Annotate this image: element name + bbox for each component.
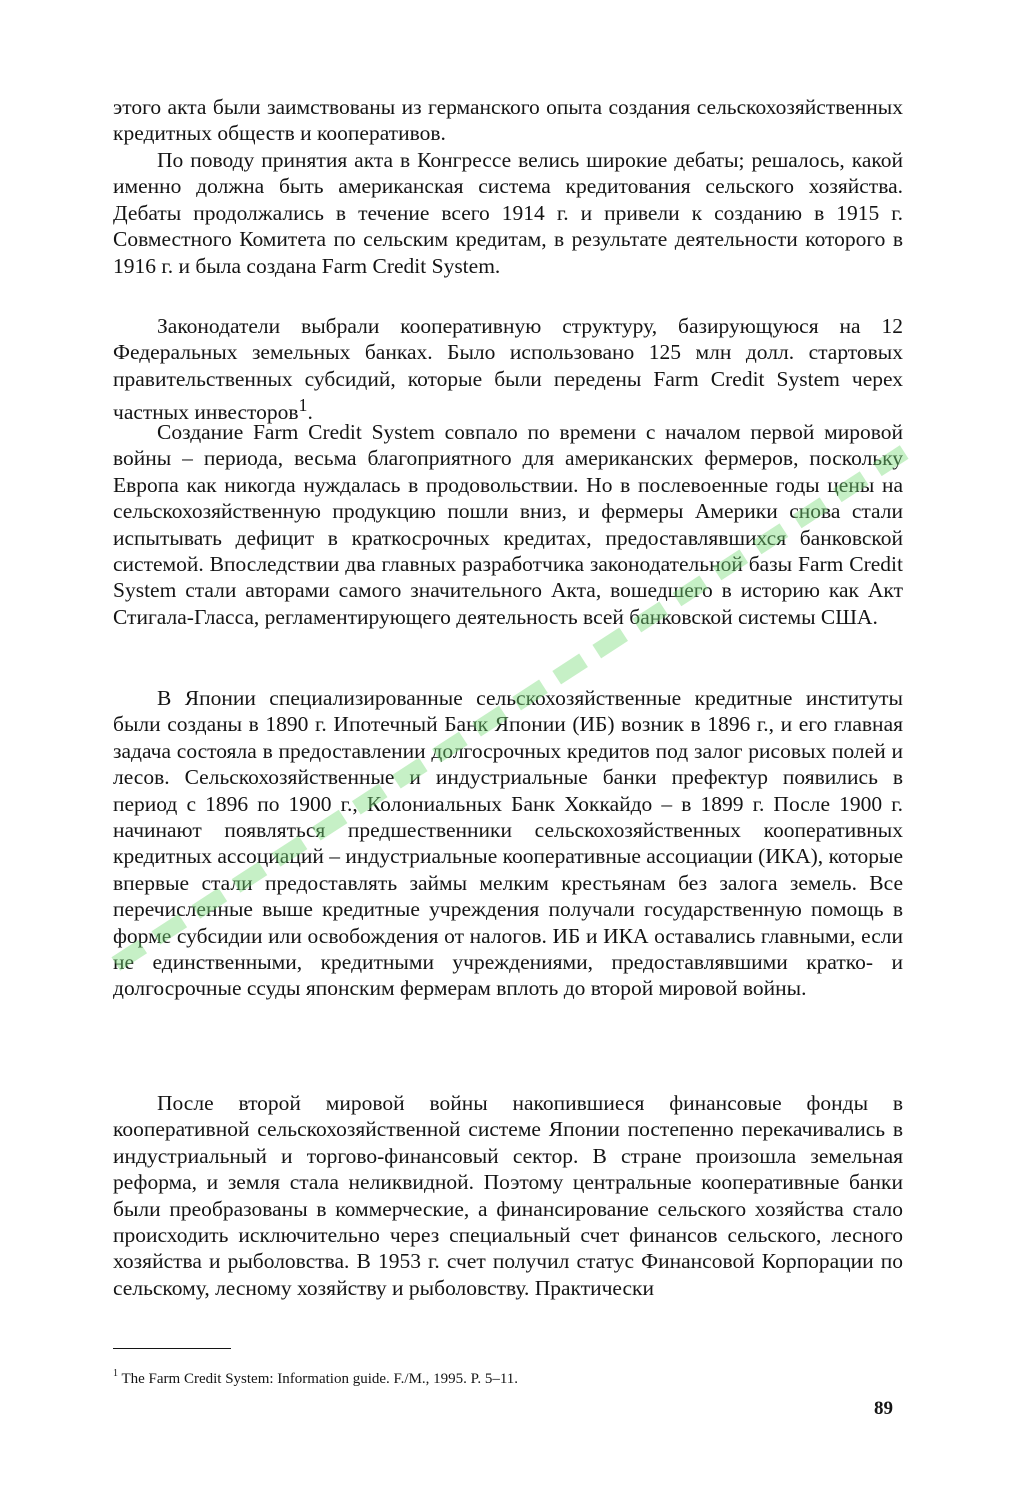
footnote	[113, 1366, 518, 1388]
paragraph-cooperative-structure-text: Законодатели выбрали кооперативную структуру, базирующуюся на 12 Федеральных земельных банках. Было использовано 125 млн долл. стартовых правительственных субсидий, которые были передены Farm Credit System черех частных инвесторов	[113, 314, 903, 425]
footnote-text: The Farm Credit System: Information guide. F./M., 1995. P. 5–11.	[121, 1371, 519, 1387]
paragraph-japan-postwar: После второй мировой войны накопившиеся финансовые фонды в кооперативной сельскохозяйственной системе Японии постепенно перекачивались в индустриальный и торгово-финансовый сектор. В стране произошла земельная реформа, и земля стала неликвидной. Поэтому центральные кооперативные банки были преобразованы в коммерческие, а финансирование сельского хозяйства стало происходить исключительно через специальный счет финансов сельского, лесного хозяйства и рыболовства. В 1953 г. счет получил статус Финансовой Корпорации по сельскому, лесному хозяйству и рыболовству. Практически	[113, 1091, 903, 1300]
footnote-reference: 1	[298, 395, 308, 416]
paragraph-farm-credit-ww1: Создание Farm Credit System совпало по времени с началом первой мировой войны – периода, весьма благоприятного для американских фермеров, поскольку Европа как никогда нуждалась в продовольствии. Но в послевоенные годы цены на сельскохозяйственную продукцию пошли вниз, и фермеры Америки снова стали испытывать дефицит в краткосрочных кредитах, предоставлявшихся банковской системой. Впоследствии два главных разработчика законодательной базы Farm Credit System стали авторами самого значительного Акта, вошедшего в историю как Акт Стигала-Гласса, регламентирующего деятельность всей банковской системы США.	[113, 420, 903, 629]
footnote-separator	[113, 1348, 231, 1349]
paragraph-japan-institutions: В Японии специализированные сельскохозяйственные кредитные институты были созданы в 1890 г. Ипотечный Банк Японии (ИБ) возник в 1896 г., и его главная задача состояла в предоставлении долгосрочных кредитов под залог рисовых полей и лесов. Сельскохозяйственные и индустриальные банки префектур появились в период с 1896 по 1900 г., Колониальных Банк Хоккайдо – в 1899 г. После 1900 г. начинают появляться предшественники сельскохозяйственных кооперативных кредитных ассоциаций – индустриальные кооперативные ассоциации (ИКА), которые впервые стали предоставлять займы мелким крестьянам без залога земель. Все перечисленные выше кредитные учреждения получали государственную помощь в форме субсидии или освобождения от налогов. ИБ и ИКА оставались главными, если не единственными, кредитными учреждениями, предоставлявшими кратко- и долгосрочные ссуды японским фермерам вплоть до второй мировой войны.	[113, 686, 903, 1001]
paragraph-cooperative-structure: Законодатели выбрали кооперативную структуру, базирующуюся на 12 Федеральных земельных банках. Было использовано 125 млн долл. стартовых правительственных субсидий, которые были передены Farm Credit System черех частных инвесторов$^1$.	[113, 314, 903, 425]
paragraph-congress-debates: По поводу принятия акта в Конгрессе велись широкие дебаты; решалось, какой именно должна быть американская система кредитования сельского хозяйства. Дебаты продолжались в течение всего 1914 г. и привели к созданию в 1915 г. Совместного Комитета по сельским кредитам, в результате деятельности которого в 1916 г. и была создана Farm Credit System.	[113, 148, 903, 278]
paragraph-continuation: этого акта были заимствованы из германского опыта создания сельскохозяйственных кредитных обществ и кооперативов.	[113, 95, 903, 146]
page-number: 89	[874, 1398, 893, 1419]
footnote-marker: 1	[113, 1368, 118, 1379]
